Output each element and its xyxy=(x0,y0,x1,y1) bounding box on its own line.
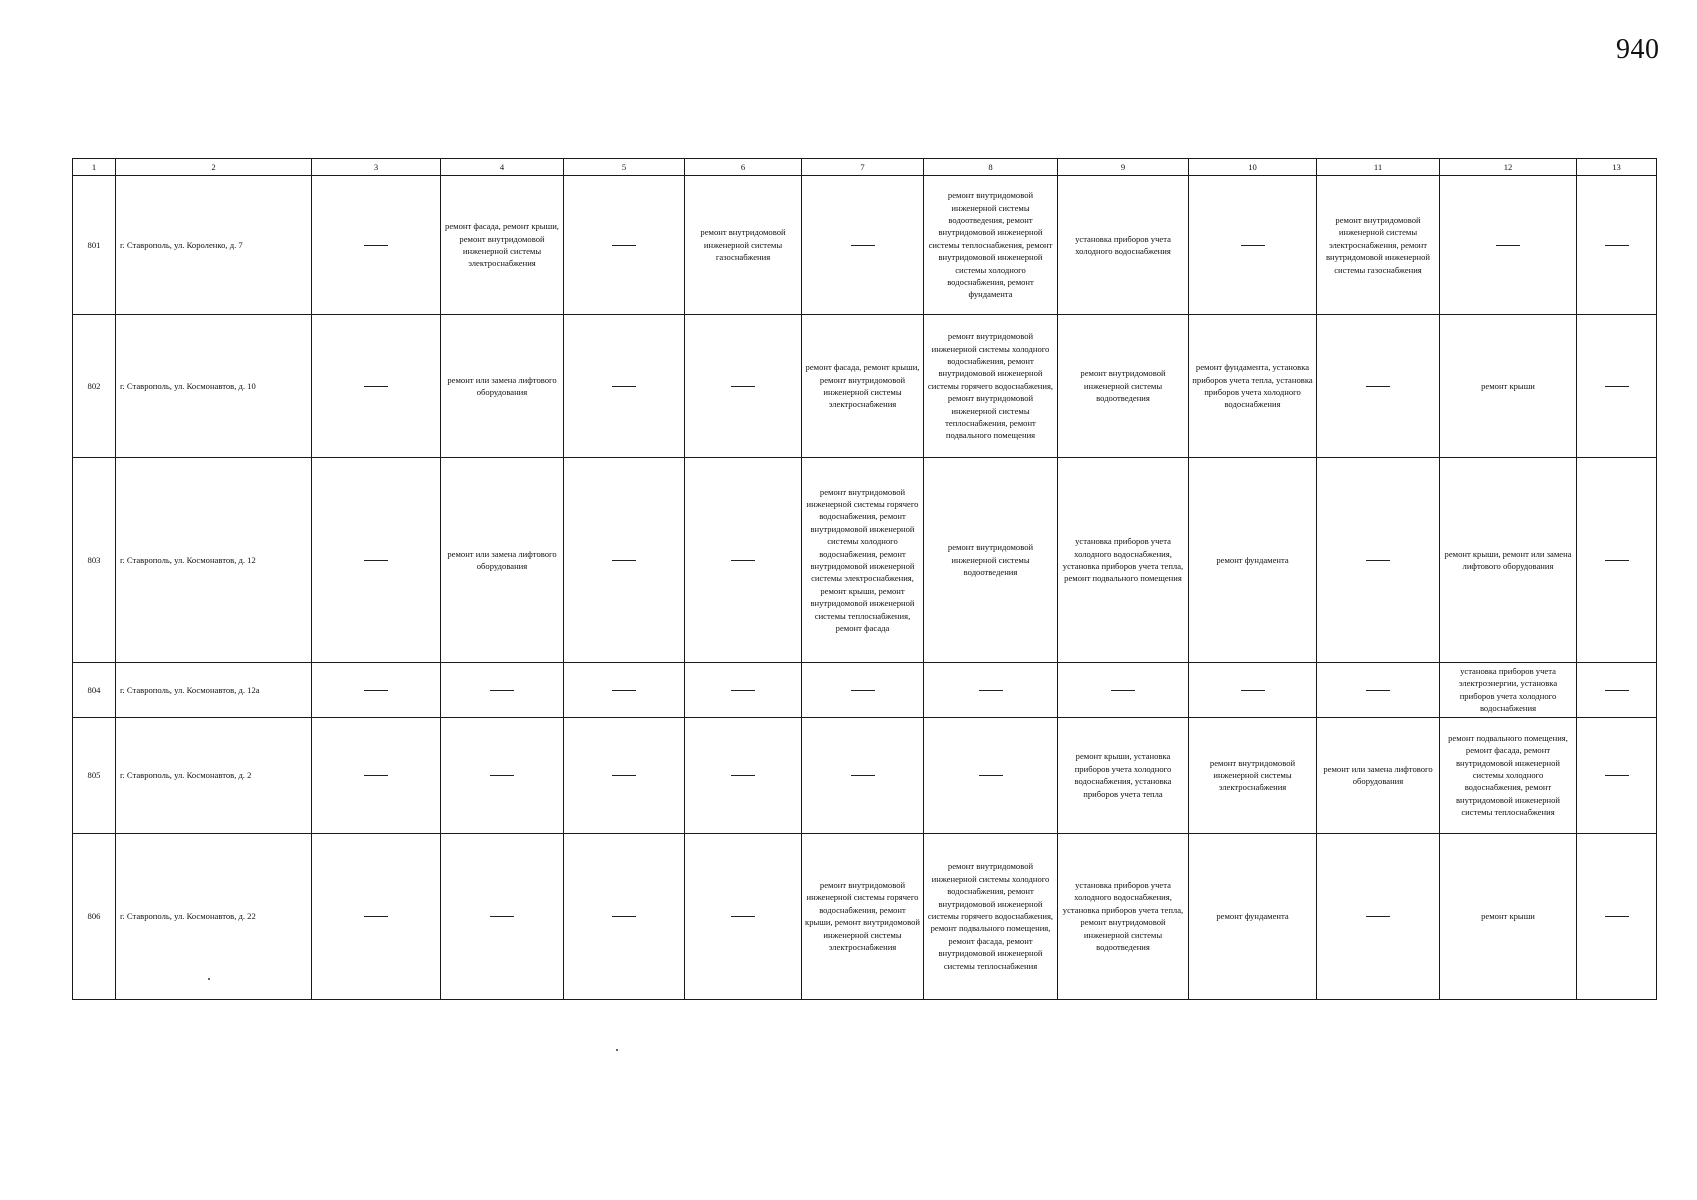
dash-mark xyxy=(1605,560,1629,561)
work-cell: ремонт внутридомовой инженерной системы холодного водоснабжения, ремонт внутридомовой инженерной системы горячего водоснабжения, ремонт подвального помещения, ремонт фасада, ремонт внутридомовой инженерной системы теплоснабжения xyxy=(924,833,1058,999)
empty-cell xyxy=(1577,315,1657,458)
work-cell: ремонт внутридомовой инженерной системы горячего водоснабжения, ремонт крыши, ремонт внутридомовой инженерной системы электроснабжения xyxy=(802,833,924,999)
work-cell: ремонт крыши xyxy=(1440,833,1577,999)
work-cell: ремонт подвального помещения, ремонт фасада, ремонт внутридомовой инженерной системы холодного водоснабжения, ремонт внутридомовой инженерной системы теплоснабжения xyxy=(1440,717,1577,833)
table-body xyxy=(73,176,1657,1000)
column-number: 2 xyxy=(116,159,312,176)
work-cell: установка приборов учета холодного водоснабжения, установка приборов учета тепла, ремонт внутридомовой инженерной системы водоотведения xyxy=(1058,833,1189,999)
work-cell: ремонт фундамента xyxy=(1189,458,1317,663)
column-number: 8 xyxy=(924,159,1058,176)
work-cell: ремонт или замена лифтового оборудования xyxy=(1317,717,1440,833)
row-number-cell: 801 xyxy=(73,176,116,315)
empty-cell xyxy=(564,663,685,718)
empty-cell xyxy=(564,176,685,315)
column-number: 1 xyxy=(73,159,116,176)
dash-mark xyxy=(364,775,388,776)
dash-mark xyxy=(364,245,388,246)
address-cell: г. Ставрополь, ул. Космонавтов, д. 22 xyxy=(116,833,312,999)
page-number: 940 xyxy=(1616,34,1660,65)
address-cell: г. Ставрополь, ул. Космонавтов, д. 12 xyxy=(116,458,312,663)
work-cell: ремонт внутридомовой инженерной системы электроснабжения, ремонт внутридомовой инженерной системы газоснабжения xyxy=(1317,176,1440,315)
column-number: 9 xyxy=(1058,159,1189,176)
empty-cell xyxy=(1189,176,1317,315)
dash-mark xyxy=(1605,690,1629,691)
dash-mark xyxy=(1366,386,1390,387)
empty-cell xyxy=(564,315,685,458)
column-number: 7 xyxy=(802,159,924,176)
empty-cell xyxy=(312,458,441,663)
work-cell: ремонт фасада, ремонт крыши, ремонт внутридомовой инженерной системы электроснабжения xyxy=(802,315,924,458)
empty-cell xyxy=(1058,663,1189,718)
empty-cell xyxy=(312,833,441,999)
dash-mark xyxy=(364,690,388,691)
empty-cell xyxy=(312,717,441,833)
dash-mark xyxy=(490,775,514,776)
empty-cell xyxy=(312,176,441,315)
empty-cell xyxy=(441,717,564,833)
dash-mark xyxy=(851,775,875,776)
dash-mark xyxy=(490,690,514,691)
dash-mark xyxy=(979,690,1003,691)
empty-cell xyxy=(564,833,685,999)
work-cell: ремонт внутридомовой инженерной системы водоотведения xyxy=(924,458,1058,663)
empty-cell xyxy=(924,717,1058,833)
empty-cell xyxy=(685,833,802,999)
empty-cell xyxy=(441,663,564,718)
address-cell: г. Ставрополь, ул. Космонавтов, д. 12а xyxy=(116,663,312,718)
empty-cell xyxy=(685,458,802,663)
empty-cell xyxy=(312,315,441,458)
row-number-cell: 802 xyxy=(73,315,116,458)
table-row xyxy=(73,176,1657,315)
work-cell: ремонт внутридомовой инженерной системы горячего водоснабжения, ремонт внутридомовой инженерной системы холодного водоснабжения, ремонт внутридомовой инженерной системы электроснабжения, ремонт крыши, ремонт внутридомовой инженерной системы теплоснабжения, ремонт фасада xyxy=(802,458,924,663)
empty-cell xyxy=(564,717,685,833)
dash-mark xyxy=(1366,560,1390,561)
dash-mark xyxy=(1366,916,1390,917)
table-row xyxy=(73,315,1657,458)
dash-mark xyxy=(1366,690,1390,691)
dash-mark xyxy=(364,560,388,561)
column-number: 3 xyxy=(312,159,441,176)
row-number-cell: 803 xyxy=(73,458,116,663)
dash-mark xyxy=(1605,245,1629,246)
dash-mark xyxy=(731,690,755,691)
column-number: 12 xyxy=(1440,159,1577,176)
column-number: 6 xyxy=(685,159,802,176)
scan-speck xyxy=(616,1049,618,1051)
dash-mark xyxy=(612,690,636,691)
dash-mark xyxy=(612,775,636,776)
row-number-cell: 804 xyxy=(73,663,116,718)
empty-cell xyxy=(1317,663,1440,718)
empty-cell xyxy=(1189,663,1317,718)
empty-cell xyxy=(1577,176,1657,315)
dash-mark xyxy=(1241,245,1265,246)
empty-cell xyxy=(924,663,1058,718)
table-row xyxy=(73,717,1657,833)
dash-mark xyxy=(612,245,636,246)
dash-mark xyxy=(364,386,388,387)
dash-mark xyxy=(1241,690,1265,691)
empty-cell xyxy=(1577,663,1657,718)
work-cell: установка приборов учета электроэнергии, установка приборов учета холодного водоснабжения xyxy=(1440,663,1577,718)
dash-mark xyxy=(1605,916,1629,917)
empty-cell xyxy=(564,458,685,663)
work-cell: ремонт или замена лифтового оборудования xyxy=(441,458,564,663)
work-cell: ремонт фундамента xyxy=(1189,833,1317,999)
work-cell: установка приборов учета холодного водоснабжения xyxy=(1058,176,1189,315)
empty-cell xyxy=(1577,458,1657,663)
empty-cell xyxy=(312,663,441,718)
work-cell: ремонт крыши, установка приборов учета холодного водоснабжения, установка приборов учета тепла xyxy=(1058,717,1189,833)
work-cell: ремонт внутридомовой инженерной системы водоотведения, ремонт внутридомовой инженерной системы теплоснабжения, ремонт внутридомовой инженерной системы холодного водоснабжения, ремонт фундамента xyxy=(924,176,1058,315)
work-cell: ремонт внутридомовой инженерной системы водоотведения xyxy=(1058,315,1189,458)
work-cell: ремонт или замена лифтового оборудования xyxy=(441,315,564,458)
dash-mark xyxy=(1605,775,1629,776)
address-cell: г. Ставрополь, ул. Космонавтов, д. 2 xyxy=(116,717,312,833)
table-row xyxy=(73,458,1657,663)
dash-mark xyxy=(1605,386,1629,387)
address-cell: г. Ставрополь, ул. Космонавтов, д. 10 xyxy=(116,315,312,458)
dash-mark xyxy=(612,386,636,387)
dash-mark xyxy=(979,775,1003,776)
work-cell: ремонт фундамента, установка приборов учета тепла, установка приборов учета холодного водоснабжения xyxy=(1189,315,1317,458)
work-cell: ремонт фасада, ремонт крыши, ремонт внутридомовой инженерной системы электроснабжения xyxy=(441,176,564,315)
work-cell: ремонт крыши xyxy=(1440,315,1577,458)
scan-speck xyxy=(208,978,210,980)
row-number-cell: 806 xyxy=(73,833,116,999)
dash-mark xyxy=(851,245,875,246)
row-number-cell: 805 xyxy=(73,717,116,833)
column-number: 5 xyxy=(564,159,685,176)
column-number: 13 xyxy=(1577,159,1657,176)
empty-cell xyxy=(685,315,802,458)
dash-mark xyxy=(731,916,755,917)
empty-cell xyxy=(1317,315,1440,458)
work-cell: установка приборов учета холодного водоснабжения, установка приборов учета тепла, ремонт подвального помещения xyxy=(1058,458,1189,663)
column-number-row xyxy=(73,159,1657,176)
empty-cell xyxy=(1577,717,1657,833)
work-cell: ремонт внутридомовой инженерной системы газоснабжения xyxy=(685,176,802,315)
dash-mark xyxy=(731,386,755,387)
address-cell: г. Ставрополь, ул. Короленко, д. 7 xyxy=(116,176,312,315)
dash-mark xyxy=(731,775,755,776)
dash-mark xyxy=(1496,245,1520,246)
repair-schedule-table xyxy=(72,158,1657,1000)
work-cell: ремонт внутридомовой инженерной системы электроснабжения xyxy=(1189,717,1317,833)
dash-mark xyxy=(851,690,875,691)
empty-cell xyxy=(685,717,802,833)
column-number: 4 xyxy=(441,159,564,176)
dash-mark xyxy=(612,916,636,917)
work-cell: ремонт внутридомовой инженерной системы холодного водоснабжения, ремонт внутридомовой инженерной системы горячего водоснабжения, ремонт внутридомовой инженерной системы теплоснабжения, ремонт подвального помещения xyxy=(924,315,1058,458)
dash-mark xyxy=(364,916,388,917)
dash-mark xyxy=(612,560,636,561)
work-cell: ремонт крыши, ремонт или замена лифтового оборудования xyxy=(1440,458,1577,663)
column-number: 10 xyxy=(1189,159,1317,176)
empty-cell xyxy=(802,717,924,833)
empty-cell xyxy=(685,663,802,718)
empty-cell xyxy=(802,663,924,718)
empty-cell xyxy=(1317,458,1440,663)
dash-mark xyxy=(731,560,755,561)
empty-cell xyxy=(441,833,564,999)
empty-cell xyxy=(1440,176,1577,315)
empty-cell xyxy=(1577,833,1657,999)
dash-mark xyxy=(1111,690,1135,691)
dash-mark xyxy=(490,916,514,917)
empty-cell xyxy=(802,176,924,315)
table-row xyxy=(73,833,1657,999)
empty-cell xyxy=(1317,833,1440,999)
column-number: 11 xyxy=(1317,159,1440,176)
table-row xyxy=(73,663,1657,718)
